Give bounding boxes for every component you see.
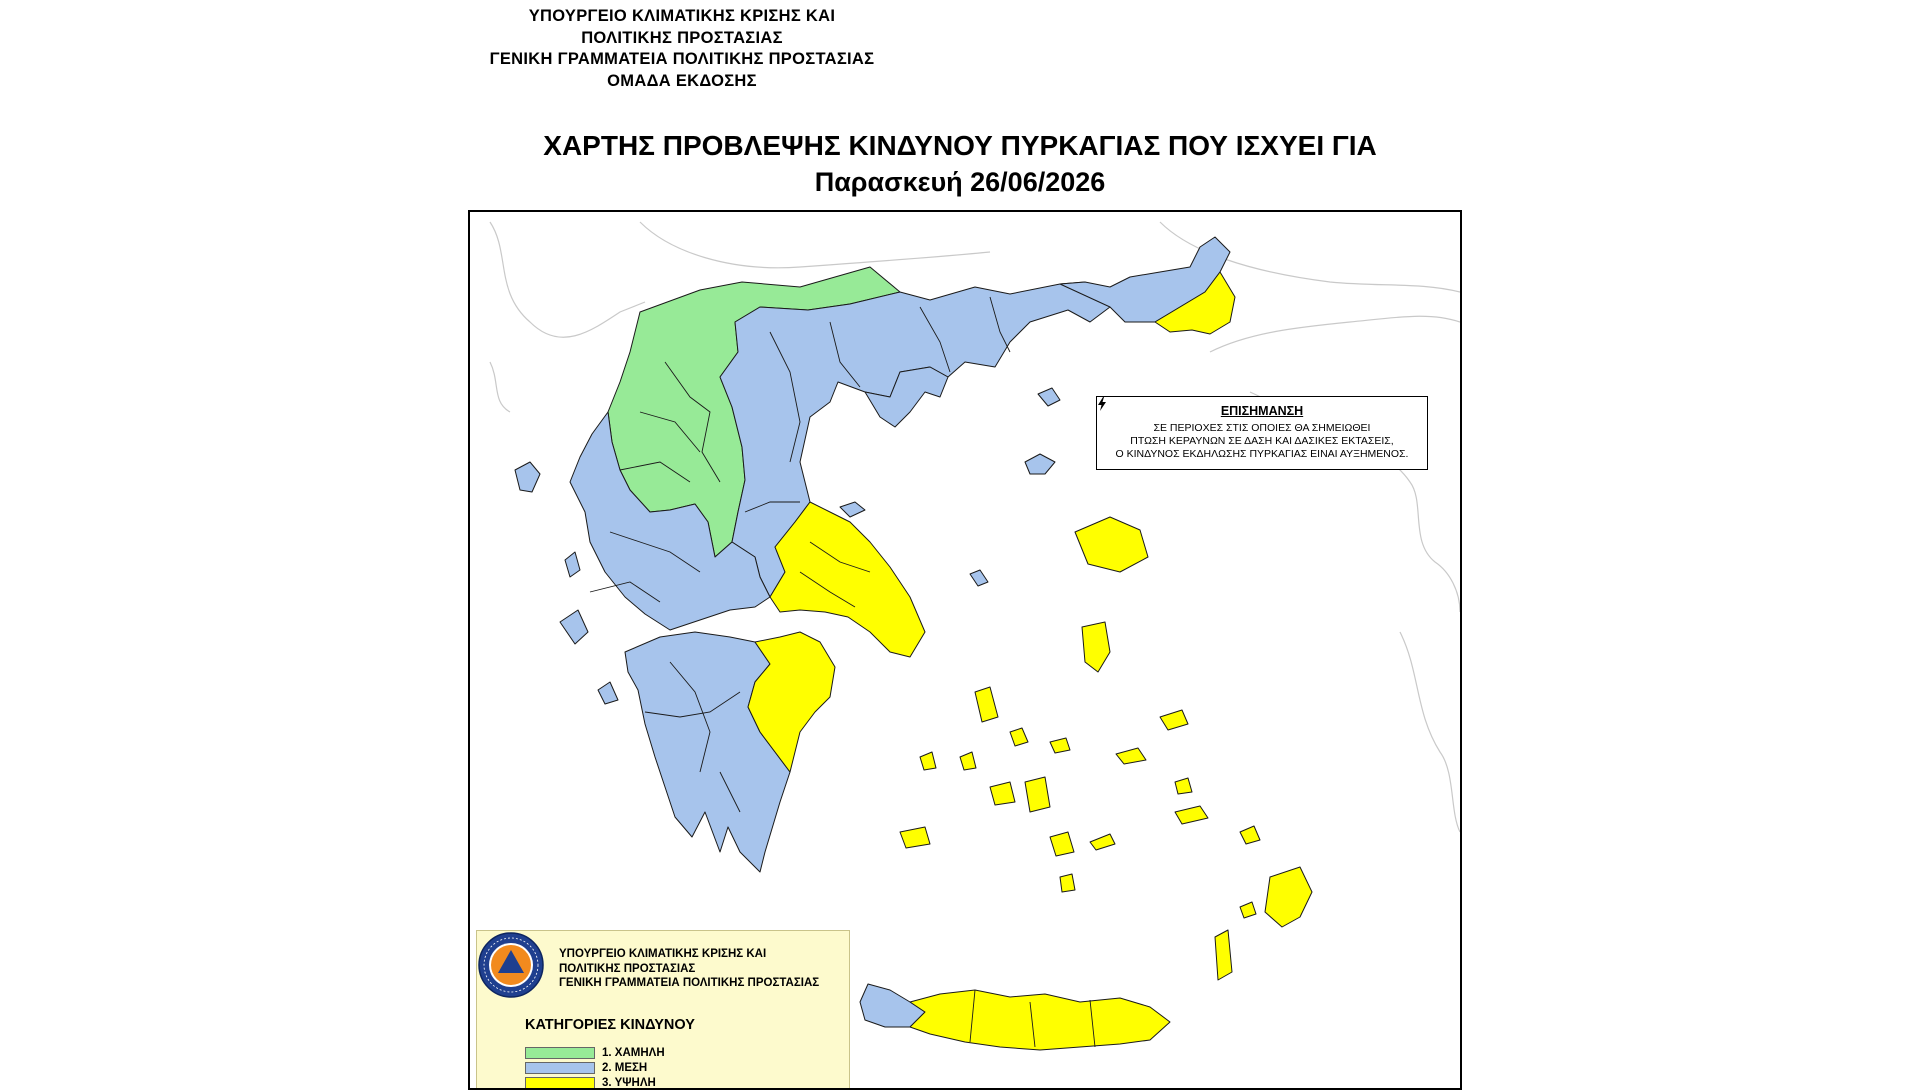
turkey-coast-south bbox=[1400, 632, 1460, 832]
legend-label-high: 3. ΥΨΗΛΗ bbox=[602, 1076, 656, 1089]
map-date: Παρασκευή 26/06/2026 bbox=[814, 167, 1106, 197]
island-zakynthos bbox=[598, 682, 618, 704]
legend-swatch-medium bbox=[525, 1062, 595, 1074]
island-samothraki bbox=[1025, 454, 1055, 474]
island-chios bbox=[1082, 622, 1110, 672]
legend-items bbox=[525, 1045, 665, 1090]
island-lefkada bbox=[565, 552, 580, 577]
island-syros bbox=[960, 752, 976, 770]
north-border bbox=[640, 222, 990, 268]
island-lesvos bbox=[1075, 517, 1148, 572]
legend-swatch-low bbox=[525, 1047, 595, 1059]
island-amorgos bbox=[1090, 834, 1115, 850]
island-skyros bbox=[970, 570, 988, 586]
island-sporades bbox=[840, 502, 865, 517]
island-samos bbox=[1160, 710, 1188, 730]
island-kefalonia bbox=[560, 610, 588, 644]
notice-line: Ο ΚΙΝΔΥΝΟΣ ΕΚΔΗΛΩΣΗΣ ΠΥΡΚΑΓΙΑΣ ΕΙΝΑΙ ΑΥΞΗΜΕΝΟΣ. bbox=[1115, 448, 1409, 460]
turkey-coast-north bbox=[1210, 316, 1460, 352]
island-symi bbox=[1240, 826, 1260, 844]
island-karpathos bbox=[1215, 930, 1232, 980]
island-andros bbox=[975, 687, 998, 722]
notice-box bbox=[1096, 396, 1428, 470]
legend-item-high bbox=[525, 1075, 665, 1090]
island-ios bbox=[1050, 832, 1074, 856]
island-kalymnos bbox=[1175, 778, 1192, 794]
legend-org bbox=[559, 947, 819, 991]
island-crete bbox=[910, 990, 1170, 1050]
island-kythnos bbox=[920, 752, 936, 770]
ministry-header-line: ΠΟΛΙΤΙΚΗΣ ΠΡΟΣΤΑΣΙΑΣ bbox=[581, 28, 783, 47]
legend-label-low: 1. ΧΑΜΗΛΗ bbox=[602, 1046, 665, 1059]
ministry-header-line: ΓΕΝΙΚΗ ΓΡΑΜΜΑΤΕΙΑ ΠΟΛΙΤΙΚΗΣ ΠΡΟΣΤΑΣΙΑΣ bbox=[489, 50, 875, 68]
legend-item-low bbox=[525, 1045, 665, 1060]
island-rhodes bbox=[1265, 867, 1312, 927]
notice-line: ΣΕ ΠΕΡΙΟΧΕΣ ΣΤΙΣ ΟΠΟΙΕΣ ΘΑ ΣΗΜΕΙΩΘΕΙ bbox=[1153, 422, 1371, 434]
notice-label: ΕΠΙΣΗΜΑΝΣΗ bbox=[1220, 404, 1304, 418]
regions bbox=[515, 237, 1312, 1050]
albania-border bbox=[490, 222, 645, 337]
ministry-header bbox=[472, 6, 892, 92]
island-mykonos bbox=[1050, 738, 1070, 753]
legend-categories-title: ΚΑΤΗΓΟΡΙΕΣ ΚΙΝΔΥΝΟΥ bbox=[525, 1017, 695, 1033]
ministry-header-line: ΥΠΟΥΡΓΕΙΟ ΚΛΙΜΑΤΙΚΗΣ ΚΡΙΣΗΣ ΚΑΙ bbox=[528, 7, 836, 25]
island-santorini bbox=[1060, 874, 1075, 892]
island-naxos bbox=[1025, 777, 1050, 812]
island-ikaria bbox=[1116, 748, 1146, 764]
region-medium bbox=[625, 632, 790, 872]
notice-title bbox=[1097, 403, 1427, 419]
ministry-header-line: ΟΜΑΔΑ ΕΚΔΟΣΗΣ bbox=[607, 71, 757, 90]
lightning-icon bbox=[1097, 397, 1107, 411]
legend-org-line: ΓΕΝΙΚΗ ΓΡΑΜΜΑΤΕΙΑ ΠΟΛΙΤΙΚΗΣ ΠΡΟΣΤΑΣΙΑΣ bbox=[559, 977, 820, 989]
map-title: ΧΑΡΤΗΣ ΠΡΟΒΛΕΨΗΣ ΚΙΝΔΥΝΟΥ ΠΥΡΚΑΓΙΑΣ ΠΟΥ ΙΣΧΥΕΙ ΓΙΑ bbox=[543, 130, 1377, 161]
notice-line: ΠΤΩΣΗ ΚΕΡΑΥΝΩΝ ΣΕ ΔΑΣΗ ΚΑΙ ΔΑΣΙΚΕΣ ΕΚΤΑΣΕΙΣ, bbox=[1130, 435, 1394, 447]
island-paros bbox=[990, 782, 1015, 805]
legend-swatch-high bbox=[525, 1077, 595, 1089]
island-kos bbox=[1175, 806, 1208, 824]
island-corfu bbox=[515, 462, 540, 492]
island-thassos bbox=[1038, 388, 1060, 406]
island-tinos bbox=[1010, 728, 1028, 746]
civil-protection-logo bbox=[477, 931, 545, 999]
fire-risk-map bbox=[468, 210, 1462, 1090]
legend-label-medium: 2. ΜΕΣΗ bbox=[602, 1061, 648, 1074]
legend-item-medium bbox=[525, 1060, 665, 1075]
island-milos bbox=[900, 827, 930, 848]
legend-org-line: ΠΟΛΙΤΙΚΗΣ ΠΡΟΣΤΑΣΙΑΣ bbox=[559, 962, 696, 975]
legend-box bbox=[476, 930, 850, 1090]
coast-outline bbox=[490, 362, 510, 412]
legend-org-line: ΥΠΟΥΡΓΕΙΟ ΚΛΙΜΑΤΙΚΗΣ ΚΡΙΣΗΣ ΚΑΙ bbox=[559, 948, 767, 960]
island-tilos bbox=[1240, 902, 1256, 918]
